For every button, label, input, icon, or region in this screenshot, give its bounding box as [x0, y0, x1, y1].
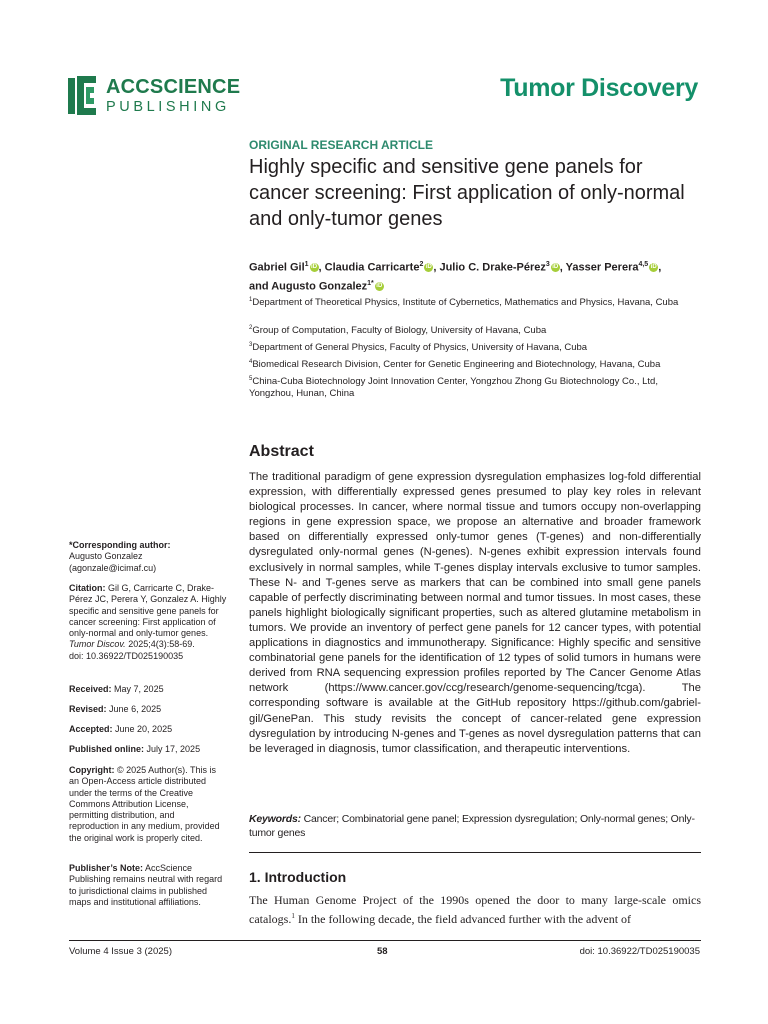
affiliation: $^5$China-Cuba Biotechnology Joint Innovation Center, Yongzhou Zhong Gu Biotechnology Co., Ltd, Yongzhou, Hunan, China: [249, 376, 658, 400]
citation-ref[interactable]: 1: [291, 912, 295, 920]
orcid-icon[interactable]: iD: [311, 264, 318, 271]
author-name[interactable]: Claudia Carricarte: [324, 261, 420, 274]
orcid-icon[interactable]: iD: [376, 282, 383, 289]
affiliation: $^2$Group of Computation, Faculty of Biology, University of Havana, Cuba: [249, 325, 547, 337]
article-type: ORIGINAL RESEARCH ARTICLE: [249, 138, 434, 152]
author-name[interactable]: Gabriel Gil: [249, 261, 305, 274]
journal-title: Tumor Discovery: [500, 74, 698, 102]
author-name[interactable]: Julio C. Drake-Pérez: [439, 261, 546, 274]
accscience-logo-icon: [68, 74, 99, 117]
author-sup: 1: [304, 261, 309, 268]
author-sup: 3: [545, 261, 550, 268]
corresponding-author: *Corresponding author: Augusto Gonzalez (agonzale@icimaf.cu): [69, 540, 171, 573]
citation-doi[interactable]: doi: 10.36922/TD025190035: [69, 650, 184, 661]
orcid-icon[interactable]: iD: [650, 264, 657, 271]
footer-divider: [69, 940, 701, 941]
citation: Citation: Gil G, Carricarte C, Drake-Pérez JC, Perera Y, Gonzalez A. Highly specific and sensitive gene panels for cancer screening: First application of only-normal and only-tumor genes. Tumor Discov. 2025;4(3):58-69. doi: 10.36922/TD025190035: [69, 583, 227, 661]
author-name[interactable]: and Augusto Gonzalez: [249, 280, 368, 293]
logo-wordmark-bottom: PUBLISHING: [106, 99, 230, 115]
published-date: Published online: July 17, 2025: [69, 744, 201, 754]
article-title: Highly specific and sensitive gene panels for cancer screening: First application of only-normal and only-tumor genes: [249, 156, 685, 230]
author-sup: 4,5: [638, 261, 649, 268]
revised-date: Revised: June 6, 2025: [69, 704, 162, 714]
publisher-logo: [68, 74, 241, 120]
affiliation: $^3$Department of General Physics, Faculty of Physics, University of Havana, Cuba: [249, 342, 588, 354]
publisher-note: Publisher’s Note: AccScience Publishing remains neutral with regard to jurisdictional claims in published maps and institutional affiliations.: [69, 863, 223, 907]
introduction-text: The Human Genome Project of the 1990s opened the door to many large-scale omics catalogs.$^1$ In the following decade, the field advanced further with the advent of: [249, 893, 701, 926]
orcid-icon[interactable]: iD: [425, 264, 432, 271]
received-date: Received: May 7, 2025: [69, 684, 164, 694]
author-sup: 1*: [367, 279, 374, 287]
author-list: Gabriel Gil$^1$ iD , Claudia Carricarte$^2$ iD , Julio C. Drake-Pérez$^3$ iD , Yasser Perera$^{4,5}$ iD , and Augusto Gonzalez$^{1*}$ iD: [249, 261, 662, 293]
keywords-divider: [249, 852, 701, 853]
accepted-date: Accepted: June 20, 2025: [69, 724, 173, 734]
keywords: [249, 812, 701, 840]
copyright-notice: Copyright: © 2025 Author(s). This is an Open-Access article distributed under the terms of the Creative Commons Attribution License, permitting distribution, and reproduction in any medium, provided the original work is properly cited.: [69, 765, 220, 843]
affiliation: $^1$Department of Theoretical Physics, Institute of Cybernetics, Mathematics and Physics, Havana, Cuba: [249, 297, 679, 309]
footer-doi[interactable]: doi: 10.36922/TD025190035: [579, 946, 700, 957]
keywords-list: Cancer; Combinatorial gene panel; Expression dysregulation; Only-normal genes; Only-tumor genes: [249, 813, 695, 839]
author-name[interactable]: Yasser Perera: [565, 261, 639, 274]
section-heading-introduction: 1. Introduction: [249, 869, 347, 885]
corresponding-email[interactable]: (agonzale@icimaf.cu): [69, 562, 157, 573]
abstract-heading: Abstract: [249, 443, 314, 460]
author-sup: 2: [419, 261, 424, 268]
keywords-label: Keywords:: [249, 813, 301, 825]
abstract-text: The traditional paradigm of gene expression dysregulation emphasizes log-fold differential expression, with differentially expressed genes presumed to play key roles in relevant biological processes. In cancer, where normal tissue and tumors occupy non-overlapping regions in gene expression space, we propose an alternative and broader framework based on differentially expressed only-tumor genes (T-genes) and non-differentially dysregulated only-normal genes (N-genes). N-genes exhibit expression intervals found exclusively in normal samples, while T-genes display intervals exclusive to tumor samples. These N- and T-genes serve as markers that can be combined into small gene panels capable of perfectly discriminating between normal and tumor tissues. In most cases, these panels highlight biologically significant properties, such as altered glutamine metabolism in tumors. We provide an inventory of perfect gene panels for 12 cancer types, with potential applications in diagnostics and immunotherapy. Significance: Highly specific and sensitive combinatorial gene panels for the identification of 12 types of solid tumors in humans were derived from RNA sequencing expression profiles reported by The Cancer Genome Atlas network (https://www.cancer.gov/ccg/research/genome-sequencing/tcga). The corresponding software is available at the GitHub repository https://github.com/gabriel-gil/GenePan. This study revisits the concept of cancer-related gene expression dysregulation by introducing N-genes and T-genes as novel dysregulation patterns that can be leveraged in diagnosis, tumor classification, and therapeutic interventions.: [249, 471, 701, 755]
page-number: 58: [377, 946, 388, 957]
logo-wordmark-top: ACCSCIENCE: [106, 76, 241, 98]
orcid-icon[interactable]: iD: [552, 264, 559, 271]
footer-volume: Volume 4 Issue 3 (2025): [69, 946, 172, 957]
affiliation: $^4$Biomedical Research Division, Center for Genetic Engineering and Biotechnology, Havana, Cuba: [249, 359, 661, 371]
